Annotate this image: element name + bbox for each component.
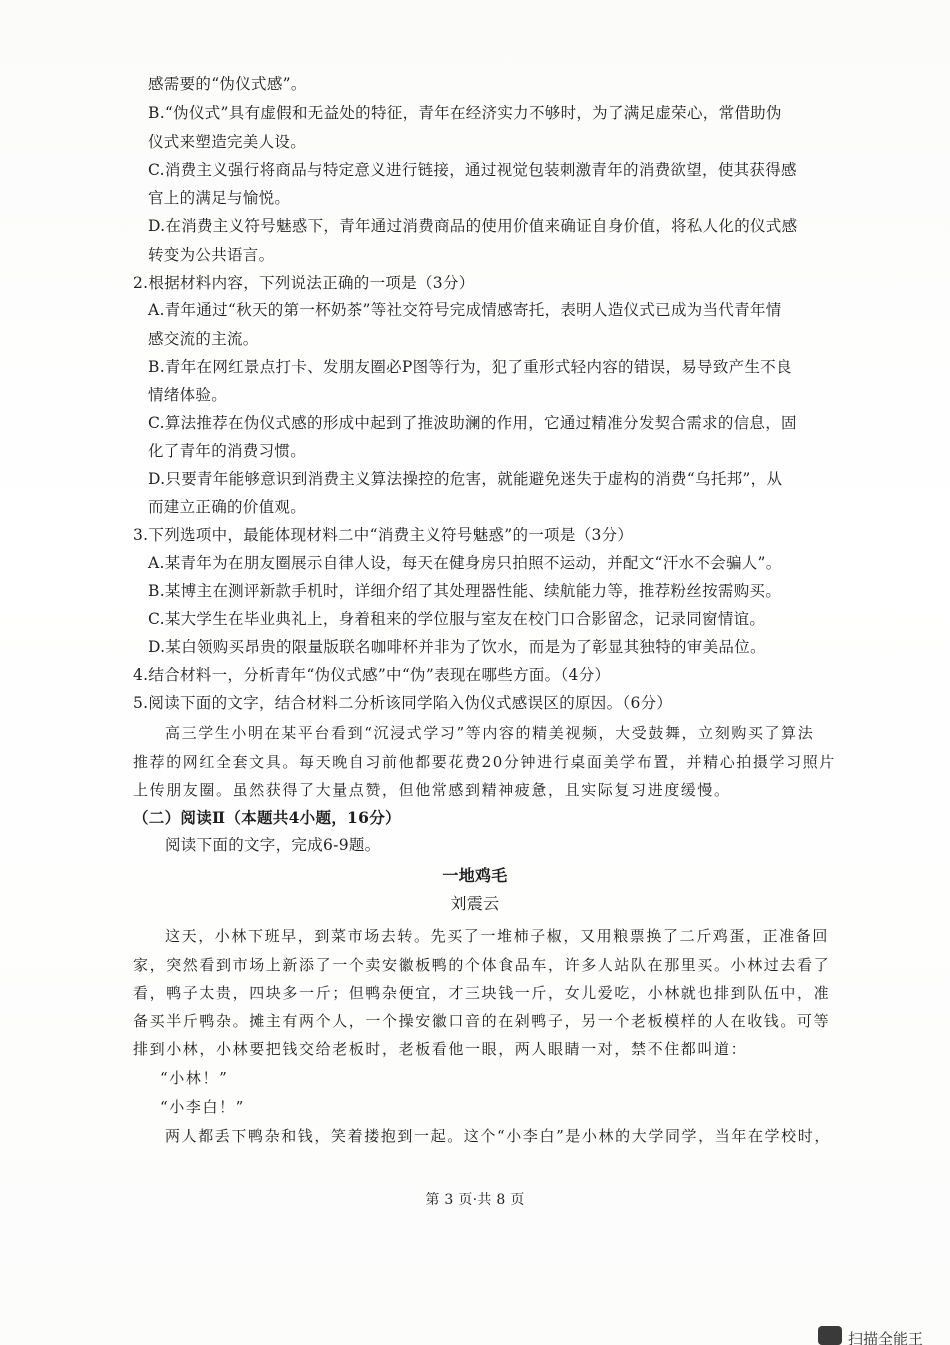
question-5-passage: 高三学生小明在某平台看到“沉浸式学习”等内容的精美视频，大受鼓舞，立刻购买了算法 (165, 724, 815, 742)
question-2-option-d: D.只要青年能够意识到消费主义算法操控的危害，就能避免迷失于虚构的消费“乌托邦”，从 (148, 470, 783, 488)
question-2-stem: 2.根据材料内容，下列说法正确的一项是（3分） (133, 274, 475, 292)
question-1-option-b: B.“伪仪式”具有虚假和无益处的特征，青年在经济实力不够时，为了满足虚荣心，常借助伪 (148, 104, 782, 122)
question-3-option-b: B.某博主在测评新款手机时，详细介绍了其处理器性能、续航能力等，推荐粉丝按需购买。 (148, 582, 782, 600)
question-2-option-b: B.青年在网红景点打卡、发朋友圈必P图等行为，犯了重形式轻内容的错误，易导致产生不良 (148, 358, 792, 376)
text-line: 感交流的主流。 (148, 330, 259, 348)
text-line: 仪式来塑造完美人设。 (148, 133, 307, 151)
story-paragraph: 两人都丢下鸭杂和钱，笑着搂抱到一起。这个“小李白”是小林的大学同学，当年在学校时， (165, 1127, 831, 1145)
story-title: 一地鸡毛 (442, 866, 508, 885)
page-number: 第 3 页·共 8 页 (425, 1192, 525, 1208)
question-3-stem: 3.下列选项中，最能体现材料二中“消费主义符号魅惑”的一项是（3分） (133, 526, 634, 544)
story-author: 刘震云 (450, 894, 500, 913)
question-3-option-c: C.某大学生在毕业典礼上，身着租来的学位服与室友在校门口合影留念，记录同窗情谊。 (148, 610, 766, 628)
text-line: 感需要的“伪仪式感”。 (148, 75, 307, 93)
section-instruction: 阅读下面的文字，完成6-9题。 (165, 836, 381, 854)
story-paragraph: 排到小林，小林要把钱交给老板时，老板看他一眼，两人眼睛一对，禁不住都叫道： (133, 1040, 748, 1058)
text-line: 转变为公共语言。 (148, 246, 275, 264)
question-2-option-a: A.青年通过“秋天的第一杯奶茶”等社交符号完成情感寄托，表明人造仪式已成为当代青年情 (148, 301, 782, 319)
text-line: 情绪体验。 (148, 386, 228, 404)
story-paragraph: 备买半斤鸭杂。摊主有两个人，一个操安徽口音的在剁鸭子，另一个老板模样的人在收钱。可等 (133, 1012, 831, 1030)
question-4-stem: 4.结合材料一，分析青年“伪仪式感”中“伪”表现在哪些方面。（4分） (133, 666, 611, 684)
question-3-option-a: A.某青年为在朋友圈展示自律人设，每天在健身房只拍照不运动，并配文“汗水不会骗人”。 (148, 554, 782, 572)
story-dialogue: “小李白！” (160, 1098, 245, 1116)
scan-app-icon (818, 1326, 842, 1345)
story-paragraph: 这天，小林下班早，到菜市场去转。先买了一堆柿子椒，又用粮票换了二斤鸡蛋，正准备回 (165, 927, 830, 945)
section-heading: （二）阅读Ⅱ（本题共4小题，16分） (133, 808, 401, 827)
question-1-option-c: C.消费主义强行将商品与特定意义进行链接，通过视觉包装刺激青年的消费欲望，使其获得感 (148, 161, 797, 179)
text-line: 官上的满足与愉悦。 (148, 189, 291, 207)
scanner-watermark (818, 1322, 948, 1345)
question-5-passage: 上传朋友圈。虽然获得了大量点赞，但他常感到精神疲惫，且实际复习进度缓慢。 (133, 781, 731, 799)
question-5-passage: 推荐的网红全套文具。每天晚自习前他都要花费20分钟进行桌面美学布置，并精心拍摄学习照片 (133, 753, 836, 771)
scanner-app-name: 扫描全能王 (848, 1330, 924, 1345)
question-1-option-d: D.在消费主义符号魅惑下，青年通过消费商品的使用价值来确证自身价值，将私人化的仪式感 (148, 217, 798, 235)
question-3-option-d: D.某白领购买昂贵的限量版联名咖啡杯并非为了饮水，而是为了彰显其独特的审美品位。 (148, 638, 766, 656)
story-paragraph: 看，鸭子太贵，四块多一斤；但鸭杂便宜，才三块钱一斤，女儿爱吃，小林就也排到队伍中，准 (133, 984, 831, 1002)
text-line: 化了青年的消费习惯。 (148, 442, 307, 460)
text-line: 而建立正确的价值观。 (148, 498, 307, 516)
story-paragraph: 家，突然看到市场上新添了一个卖安徽板鸭的个体食品车，许多人站队在那里买。小林过去看了 (133, 956, 831, 974)
question-5-stem: 5.阅读下面的文字，结合材料二分析该同学陷入伪仪式感误区的原因。（6分） (133, 694, 673, 712)
story-dialogue: “小林！” (160, 1069, 229, 1087)
question-2-option-c: C.算法推荐在伪仪式感的形成中起到了推波助澜的作用，它通过精准分发契合需求的信息，固 (148, 414, 797, 432)
